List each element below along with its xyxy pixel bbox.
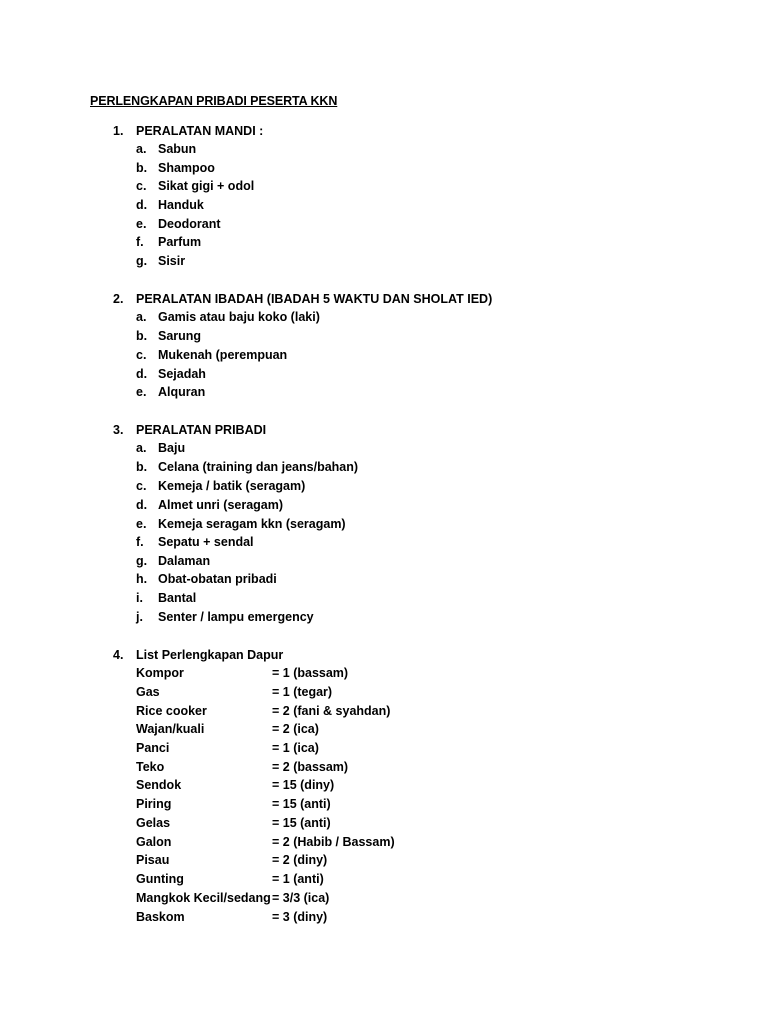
kitchen-item-qty: = 1 (ica) [272,741,319,755]
item-letter: c. [136,348,147,362]
kitchen-item-qty: = 1 (bassam) [272,666,349,680]
kitchen-item-qty: = 2 (bassam) [272,760,349,774]
item-text: Shampoo [158,161,215,175]
item-letter: f. [136,535,144,549]
section-title: PERALATAN PRIBADI [136,423,267,437]
kitchen-item-qty: = 1 (tegar) [272,685,333,699]
item-letter: a. [136,142,147,156]
item-letter: g. [136,254,148,268]
item-letter: g. [136,554,148,568]
kitchen-item-qty: = 15 (diny) [272,778,335,792]
section-title: PERALATAN MANDI : [136,124,264,138]
item-letter: e. [136,385,147,399]
item-text: Kemeja seragam kkn (seragam) [158,517,346,531]
item-text: Kemeja / batik (seragam) [158,479,306,493]
item-letter: e. [136,217,147,231]
section-title: PERALATAN IBADAH (IBADAH 5 WAKTU DAN SHOLAT IED) [136,292,493,306]
kitchen-item-qty: = 1 (anti) [272,872,324,886]
kitchen-item-name: Galon [136,835,172,849]
kitchen-item-name: Sendok [136,778,182,792]
item-letter: i. [136,591,143,605]
item-text: Sikat gigi + odol [158,179,255,193]
kitchen-item-name: Rice cooker [136,704,207,718]
item-letter: c. [136,479,147,493]
item-text: Sabun [158,142,197,156]
item-letter: h. [136,572,148,586]
item-text: Alquran [158,385,206,399]
item-text: Mukenah (perempuan [158,348,288,362]
item-letter: b. [136,161,148,175]
section-number: 3. [113,423,124,437]
section-title: List Perlengkapan Dapur [136,648,284,662]
section-number: 4. [113,648,124,662]
kitchen-item-name: Piring [136,797,172,811]
item-text: Sisir [158,254,186,268]
kitchen-item-qty: = 15 (anti) [272,816,331,830]
item-text: Almet unri (seragam) [158,498,284,512]
item-text: Dalaman [158,554,211,568]
item-letter: e. [136,517,147,531]
kitchen-item-name: Pisau [136,853,170,867]
kitchen-item-qty: = 2 (Habib / Bassam) [272,835,395,849]
kitchen-item-qty: = 3/3 (ica) [272,891,330,905]
item-letter: a. [136,310,147,324]
kitchen-item-name: Mangkok Kecil/sedang [136,891,271,905]
item-letter: a. [136,441,147,455]
kitchen-item-qty: = 2 (diny) [272,853,328,867]
item-letter: d. [136,498,148,512]
kitchen-item-name: Kompor [136,666,184,680]
item-letter: d. [136,367,148,381]
kitchen-item-name: Teko [136,760,165,774]
item-text: Obat-obatan pribadi [158,572,277,586]
kitchen-item-qty: = 2 (fani & syahdan) [272,704,391,718]
item-text: Sarung [158,329,202,343]
item-letter: d. [136,198,148,212]
item-text: Handuk [158,198,204,212]
document-title: PERLENGKAPAN PRIBADI PESERTA KKN [90,94,338,108]
item-text: Deodorant [158,217,221,231]
item-text: Sepatu + sendal [158,535,254,549]
section-number: 1. [113,124,124,138]
kitchen-item-name: Wajan/kuali [136,722,205,736]
kitchen-item-qty: = 3 (diny) [272,910,328,924]
item-text: Bantal [158,591,197,605]
kitchen-item-name: Gas [136,685,160,699]
kitchen-item-name: Baskom [136,910,185,924]
kitchen-item-qty: = 15 (anti) [272,797,331,811]
item-text: Senter / lampu emergency [158,610,314,624]
kitchen-item-qty: = 2 (ica) [272,722,319,736]
item-text: Celana (training dan jeans/bahan) [158,460,359,474]
section-number: 2. [113,292,124,306]
item-text: Baju [158,441,186,455]
item-letter: j. [136,610,143,624]
kitchen-item-name: Panci [136,741,170,755]
kitchen-item-name: Gunting [136,872,184,886]
item-letter: f. [136,235,144,249]
item-text: Parfum [158,235,202,249]
item-letter: b. [136,460,148,474]
item-letter: b. [136,329,148,343]
item-text: Gamis atau baju koko (laki) [158,310,320,324]
kitchen-item-name: Gelas [136,816,171,830]
item-text: Sejadah [158,367,206,381]
item-letter: c. [136,179,147,193]
